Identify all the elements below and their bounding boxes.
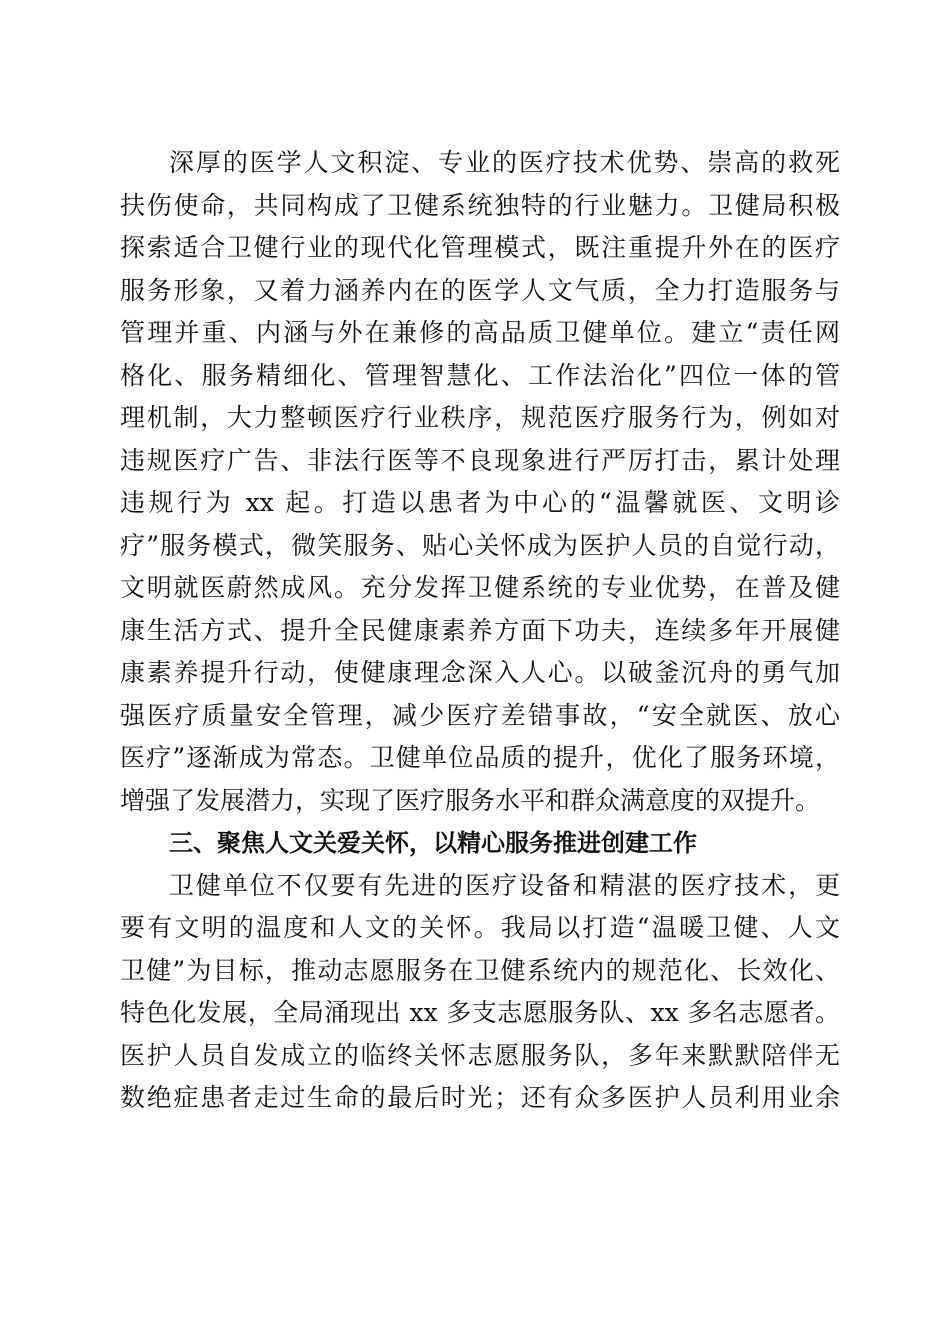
paragraph-line: 探索适合卫健行业的现代化管理模式，既注重提升外在的医疗 (120, 233, 840, 262)
paragraph-line: 疗”服务模式，微笑服务、贴心关怀成为医护人员的自觉行动， (120, 530, 840, 560)
paragraph-line: 文明就医蔚然成风。充分发挥卫健系统的专业优势，在普及健 (120, 573, 840, 602)
paragraph-line: 医护人员自发成立的临终关怀志愿服务队，多年来默默陪伴无 (120, 1040, 840, 1070)
paragraph-line: 深厚的医学人文积淀、专业的医疗技术优势、崇高的救死 (169, 148, 840, 177)
paragraph-line: 管理并重、内涵与外在兼修的高品质卫健单位。建立“责任网 (120, 318, 840, 347)
paragraph-line: 康生活方式、提升全民健康素养方面下功夫，连续多年开展健 (120, 615, 840, 645)
paragraph-line: 卫健”为目标，推动志愿服务在卫健系统内的规范化、长效化、 (120, 955, 840, 985)
paragraph-line: 违规行为 xx 起。打造以患者为中心的“温馨就医、文明诊 (120, 488, 840, 517)
section-heading: 三、聚焦人文关爱关怀，以精心服务推进创建工作 (169, 829, 697, 857)
paragraph-1 (120, 142, 840, 822)
paragraph-line: 服务形象，又着力涵养内在的医学人文气质，全力打造服务与 (120, 275, 840, 305)
paragraph-line: 增强了发展潜力，实现了医疗服务水平和群众满意度的双提升。 (120, 785, 821, 815)
paragraph-line: 强医疗质量安全管理，减少医疗差错事故，“安全就医、放心 (120, 700, 840, 730)
paragraph-line: 卫健单位不仅要有先进的医疗设备和精湛的医疗技术，更 (169, 870, 840, 900)
paragraph-2 (120, 865, 840, 1120)
paragraph-line: 特色化发展，全局涌现出 xx 多支志愿服务队、xx 多名志愿者。 (120, 998, 840, 1027)
paragraph-line: 数绝症患者走过生命的最后时光；还有众多医护人员利用业余 (120, 1083, 840, 1112)
paragraph-line: 康素养提升行动，使健康理念深入人心。以破釜沉舟的勇气加 (120, 658, 840, 687)
paragraph-line: 违规医疗广告、非法行医等不良现象进行严厉打击，累计处理 (120, 445, 840, 475)
paragraph-line: 格化、服务精细化、管理智慧化、工作法治化”四位一体的管 (120, 360, 840, 390)
document-body (120, 142, 840, 1120)
paragraph-line: 扶伤使命，共同构成了卫健系统独特的行业魅力。卫健局积极 (120, 190, 840, 220)
paragraph-line: 理机制，大力整顿医疗行业秩序，规范医疗服务行为，例如对 (120, 403, 840, 432)
paragraph-line: 医疗”逐渐成为常态。卫健单位品质的提升，优化了服务环境， (120, 743, 840, 772)
paragraph-line: 要有文明的温度和人文的关怀。我局以打造“温暖卫健、人文 (120, 913, 840, 942)
